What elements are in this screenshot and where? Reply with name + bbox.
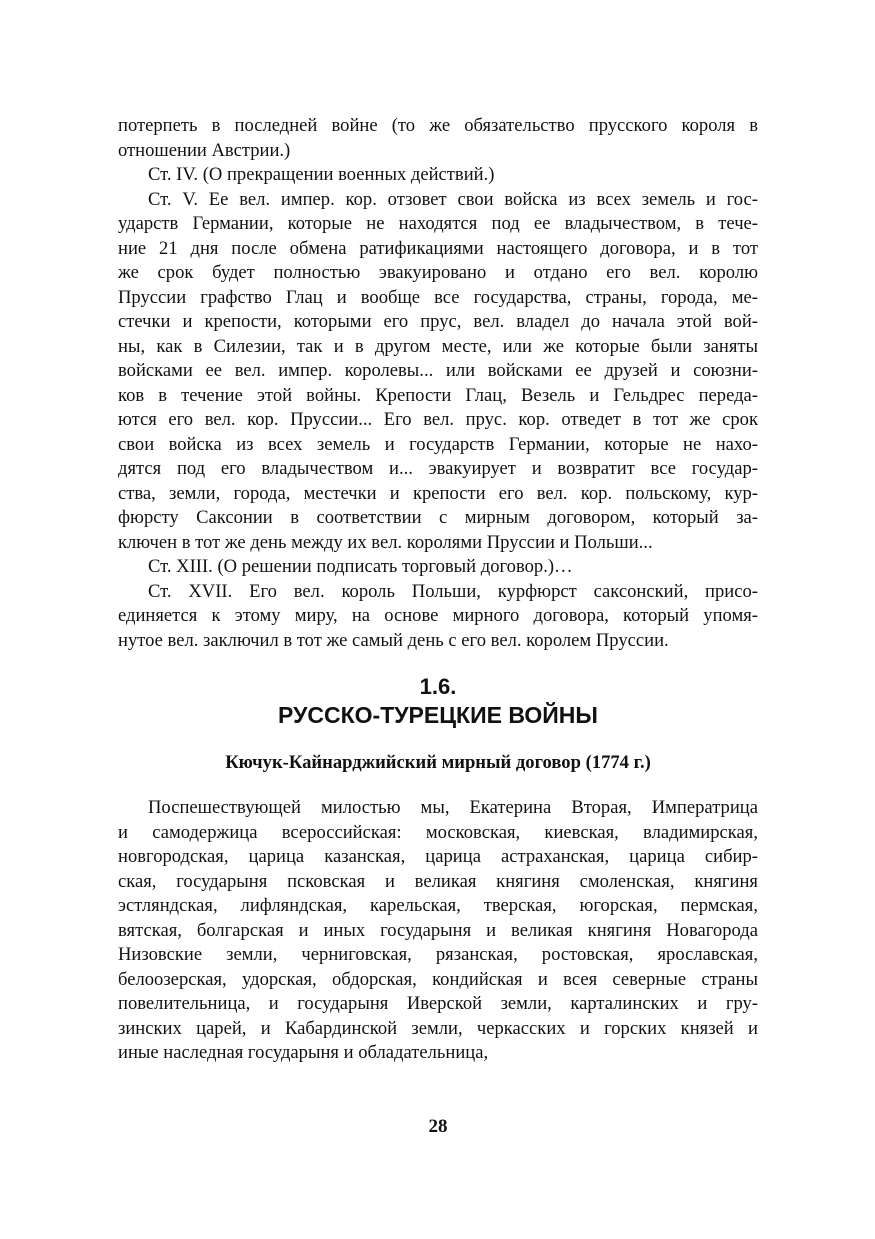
text-line: ударств Германии, которые не находятся под ее владычеством, в тече- [118,213,758,234]
text-line: единяется к этому миру, на основе мирного договора, который упомя- [118,605,758,626]
text-line: потерпеть в последней войне (то же обязательство прусского короля в [118,115,758,136]
text-line: Ст. XIII. (О решении подписать торговый договор.)… [148,556,573,577]
text-line: зинских царей, и Кабардинской земли, черкасских и горских князей и [118,1017,758,1039]
paragraph-continuation [118,114,758,163]
text-line: Ст. XVII. Его вел. король Польши, курфюрст саксонский, присо- [148,580,758,602]
text-line: Ст. IV. (О прекращении военных действий.) [148,164,495,185]
text-line: Низовские земли, черниговская, рязанская, ростовская, ярославская, [118,944,758,965]
section-title: РУССКО-ТУРЕЦКИЕ ВОЙНЫ [278,702,598,728]
text-line: иные наследная государыня и обладательница, [118,1042,489,1063]
section-number: 1.6. [419,674,457,699]
text-line: ются его вел. кор. Пруссии... Его вел. прус. кор. отведет в тот же срок [118,409,758,430]
text-line: Пруссии графство Глац и вообще все государства, страны, города, ме- [118,286,758,308]
text-line: Ст. V. Ее вел. импер. кор. отзовет свои войска из всех земель и гос- [148,188,758,210]
text-line: ства, земли, города, местечки и крепости его вел. кор. польскому, кур- [118,482,758,504]
paragraph-article-5 [118,188,758,556]
lower-text-block [118,796,758,1066]
text-line: и самодержица всероссийская: московская, киевская, владимирская, [118,821,758,843]
text-line: вятская, болгарская и иных государыня и великая княгиня Новагорода [118,919,758,941]
upper-text-block [118,114,758,653]
text-line: ская, государыня псковская и великая княгиня смоленская, княгиня [118,870,758,892]
text-line: отношении Австрии.) [118,139,291,161]
text-line: белоозерская, удорская, обдорская, кондийская и всея северные страны [118,968,758,990]
text-line: Поспешествующей милостью мы, Екатерина Вторая, Императрица [148,797,758,818]
paragraph-article-13 [118,555,758,580]
paragraph-preamble [118,796,758,1066]
paragraph-article-17 [118,580,758,654]
text-line: войсками ее вел. импер. королевы... или войсками ее друзей и союзни- [118,360,758,381]
text-line: ны, как в Силезии, так и в другом месте, или же которые были заняты [118,335,758,357]
text-line: эстляндская, лифляндская, карельская, тверская, югорская, пермская, [118,895,758,916]
text-line: нутое вел. заключил в тот же самый день с его вел. королем Пруссии. [118,629,669,651]
text-line: свои войска из всех земель и государств Германии, которые не нахо- [118,433,758,455]
page-number: 28 [428,1116,448,1137]
text-line: повелительница, и государыня Иверской земли, карталинских и гру- [118,993,758,1014]
text-line: же срок будет полностью эвакуировано и отдано его вел. королю [118,262,758,283]
text-line: ключен в тот же день между их вел. королями Пруссии и Польши... [118,531,653,553]
text-line: стечки и крепости, которыми его прус, вел. владел до начала этой вой- [118,311,758,332]
text-line: дятся под его владычеством и... эвакуирует и возвратит все государ- [118,458,758,479]
text-line: ков в течение этой войны. Крепости Глац, Везель и Гельдрес переда- [118,384,758,406]
document-title: Кючук-Кайнарджийский мирный договор (1774 г.) [225,752,651,773]
paragraph-article-4 [118,163,758,188]
text-line: фюрсту Саксонии в соответствии с мирным договором, который за- [118,507,758,528]
text-line: новгородская, царица казанская, царица астраханская, царица сибир- [118,846,758,867]
text-line: ние 21 дня после обмена ратификациями настоящего договора, и в тот [118,237,758,259]
